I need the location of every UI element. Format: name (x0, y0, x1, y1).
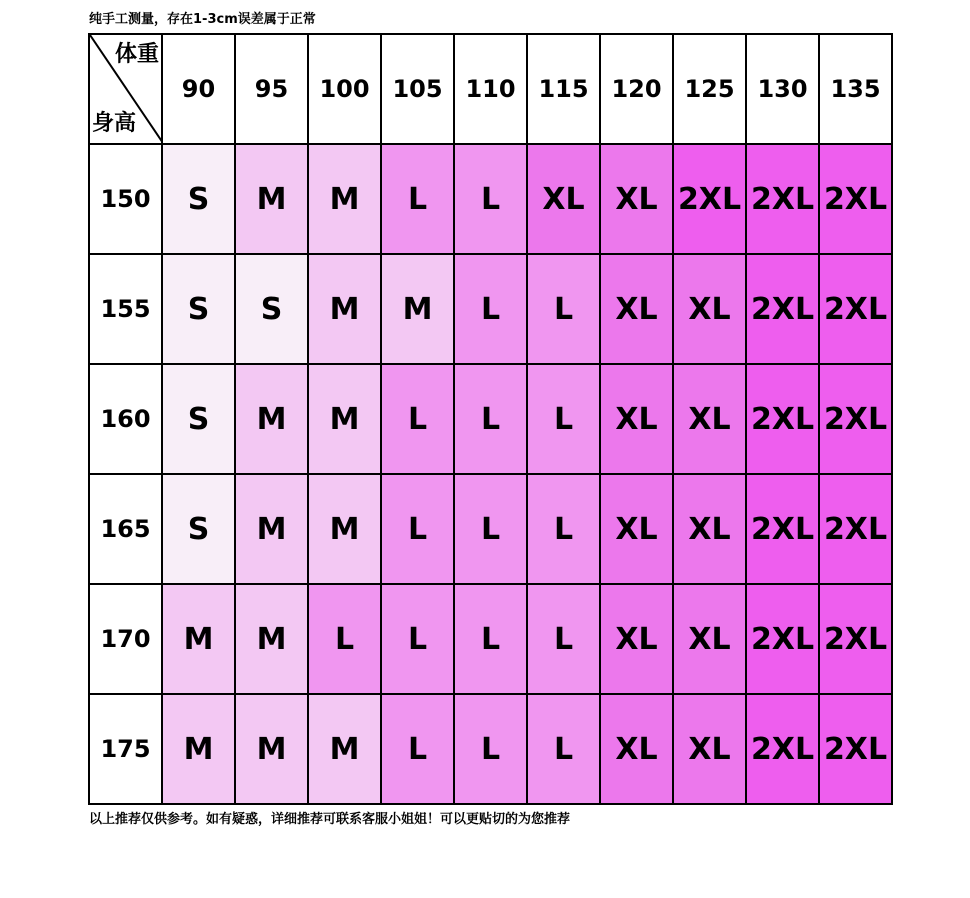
size-cell: M (308, 474, 381, 584)
size-cell: M (235, 144, 308, 254)
size-cell: L (381, 144, 454, 254)
size-cell: L (381, 584, 454, 694)
size-row (89, 474, 892, 584)
size-cell: L (381, 364, 454, 474)
size-cell: M (235, 694, 308, 804)
size-cell: M (308, 254, 381, 364)
size-cell: XL (673, 474, 746, 584)
weight-axis-label: 体重 (114, 42, 159, 67)
height-header: 160 (89, 364, 162, 474)
size-cell: 2XL (819, 364, 892, 474)
height-header: 170 (89, 584, 162, 694)
size-cell: 2XL (746, 254, 819, 364)
size-cell: XL (673, 694, 746, 804)
size-cell: L (454, 694, 527, 804)
weight-header: 115 (527, 34, 600, 144)
size-cell: 2XL (673, 144, 746, 254)
size-cell: L (381, 474, 454, 584)
weight-header: 90 (162, 34, 235, 144)
size-cell: 2XL (746, 584, 819, 694)
size-row (89, 364, 892, 474)
weight-header: 125 (673, 34, 746, 144)
size-cell: L (308, 584, 381, 694)
weight-header-row (89, 34, 892, 144)
height-header: 155 (89, 254, 162, 364)
corner-cell (89, 34, 162, 144)
size-cell: 2XL (819, 694, 892, 804)
size-cell: 2XL (746, 364, 819, 474)
size-cell: M (308, 364, 381, 474)
size-cell: 2XL (819, 474, 892, 584)
size-cell: XL (673, 254, 746, 364)
size-cell: L (527, 474, 600, 584)
size-cell: S (162, 474, 235, 584)
weight-header: 110 (454, 34, 527, 144)
recommendation-note: 以上推荐仅供参考。如有疑惑，详细推荐可联系客服小姐姐！可以更贴切的为您推荐 (89, 812, 571, 827)
size-cell: 2XL (819, 584, 892, 694)
size-cell: 2XL (819, 144, 892, 254)
size-cell: S (162, 254, 235, 364)
size-cell: S (162, 364, 235, 474)
size-cell: M (308, 144, 381, 254)
size-cell: L (454, 254, 527, 364)
size-cell: XL (600, 254, 673, 364)
size-cell: S (162, 144, 235, 254)
size-cell: M (162, 584, 235, 694)
height-header: 165 (89, 474, 162, 584)
size-cell: 2XL (746, 474, 819, 584)
weight-header: 120 (600, 34, 673, 144)
size-chart-table (88, 33, 893, 805)
size-cell: XL (600, 474, 673, 584)
size-cell: L (527, 254, 600, 364)
size-cell: M (308, 694, 381, 804)
size-row (89, 144, 892, 254)
size-cell: M (235, 474, 308, 584)
size-cell: 2XL (746, 144, 819, 254)
size-cell: L (454, 584, 527, 694)
size-cell: XL (600, 694, 673, 804)
size-row (89, 694, 892, 804)
weight-header: 105 (381, 34, 454, 144)
weight-header: 95 (235, 34, 308, 144)
size-cell: XL (673, 364, 746, 474)
measurement-note: 纯手工测量，存在1-3cm误差属于正常 (89, 12, 316, 27)
size-cell: M (235, 584, 308, 694)
size-cell: L (454, 474, 527, 584)
size-row (89, 584, 892, 694)
size-cell: M (235, 364, 308, 474)
size-cell: 2XL (746, 694, 819, 804)
size-cell: 2XL (819, 254, 892, 364)
size-cell: XL (673, 584, 746, 694)
size-cell: L (527, 694, 600, 804)
size-cell: L (381, 694, 454, 804)
weight-header: 100 (308, 34, 381, 144)
height-header: 150 (89, 144, 162, 254)
height-axis-label: 身高 (92, 111, 137, 136)
size-cell: L (454, 144, 527, 254)
height-header: 175 (89, 694, 162, 804)
size-cell: L (527, 584, 600, 694)
size-cell: L (454, 364, 527, 474)
weight-header: 135 (819, 34, 892, 144)
size-cell: M (381, 254, 454, 364)
size-cell: XL (527, 144, 600, 254)
size-cell: S (235, 254, 308, 364)
size-row (89, 254, 892, 364)
size-cell: L (527, 364, 600, 474)
size-cell: XL (600, 144, 673, 254)
size-cell: XL (600, 584, 673, 694)
weight-header: 130 (746, 34, 819, 144)
size-cell: M (162, 694, 235, 804)
size-cell: XL (600, 364, 673, 474)
